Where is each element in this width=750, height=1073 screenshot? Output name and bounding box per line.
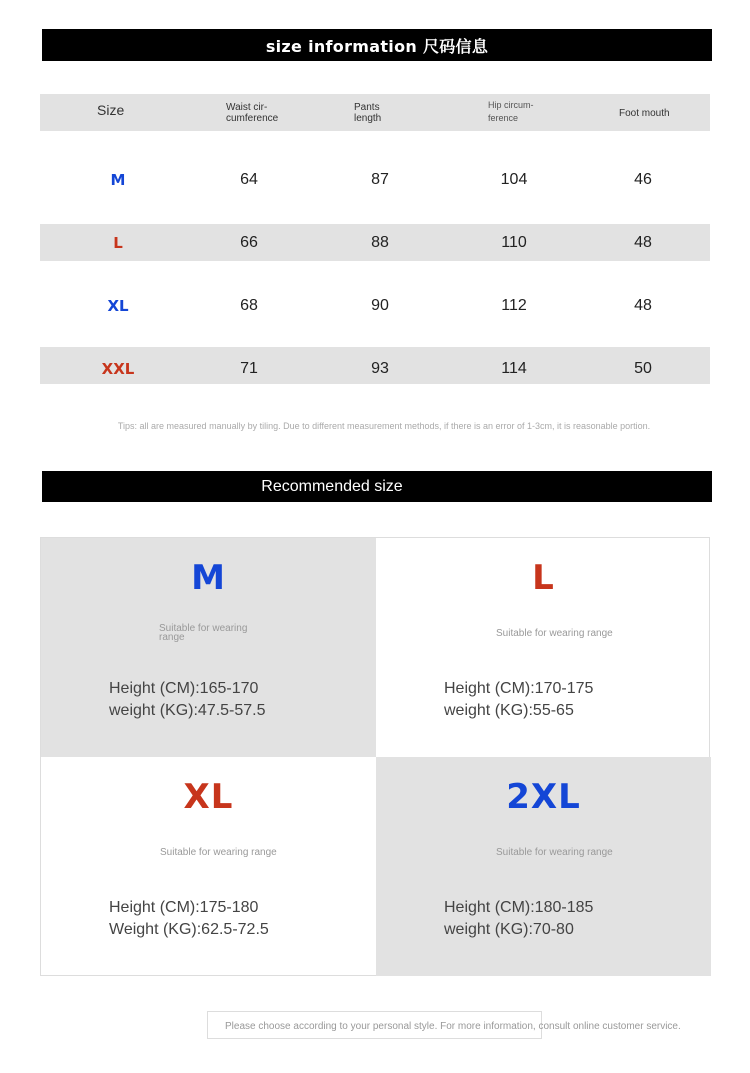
suitable-range-label: Suitable for wearing range — [496, 628, 613, 639]
header-hip-line1: Hip circum- — [488, 100, 534, 110]
header-pants-line1: Pants — [354, 102, 380, 113]
footer-note: Please choose according to your personal style. For more information, consult online customer service. — [225, 1021, 681, 1032]
recommended-size-grid — [40, 537, 710, 976]
table-cell: 112 — [501, 297, 527, 314]
header-waist-line1: Waist cir- — [226, 102, 268, 113]
header-hip-line2: ference — [488, 113, 519, 123]
suitable-range-label: Suitable for wearing range — [496, 847, 613, 858]
table-cell: 66 — [240, 234, 258, 251]
header-waist-line2: cumference — [226, 113, 279, 124]
table-cell: 64 — [240, 171, 258, 188]
table-row-size-m: M — [110, 171, 126, 189]
measurement-block — [109, 897, 269, 941]
suitable-range-label — [159, 624, 247, 642]
recommend-card-m — [41, 538, 376, 757]
table-row-size-xxl: XXL — [101, 360, 135, 378]
height-range: Height (CM):165-170 — [109, 680, 259, 697]
table-cell: 50 — [634, 360, 652, 377]
table-cell: 114 — [501, 360, 527, 377]
size-information-title: size information 尺码信息 — [265, 36, 489, 56]
recommended-size-title: Recommended size — [261, 477, 403, 495]
header-waist — [226, 102, 278, 124]
table-cell: 71 — [240, 360, 258, 377]
table-row-size-l: L — [113, 234, 123, 252]
recommend-size-label: 2XL — [506, 777, 581, 817]
header-size: Size — [97, 102, 125, 118]
recommend-card-l — [376, 538, 711, 757]
weight-range: weight (KG):55-65 — [444, 702, 574, 719]
table-cell: 87 — [371, 171, 389, 188]
table-cell: 93 — [371, 360, 389, 377]
weight-range: weight (KG):70-80 — [444, 921, 574, 938]
height-range: Height (CM):180-185 — [444, 899, 594, 916]
table-cell: 104 — [500, 171, 528, 188]
height-range: Height (CM):175-180 — [109, 899, 259, 916]
recommend-size-label: M — [191, 558, 226, 598]
recommend-size-label: XL — [183, 777, 234, 817]
size-information-banner — [42, 29, 712, 61]
table-cell: 110 — [501, 234, 527, 251]
recommend-size-label: L — [532, 558, 555, 598]
weight-range: Weight (KG):62.5-72.5 — [109, 921, 269, 938]
weight-range: weight (KG):47.5-57.5 — [109, 702, 266, 719]
table-cell: 46 — [634, 171, 652, 188]
recommend-card-2xl — [376, 757, 711, 976]
table-cell: 48 — [634, 234, 652, 251]
suitable-range-line1: Suitable for wearing — [159, 623, 248, 634]
table-cell: 90 — [371, 297, 389, 314]
table-cell: 88 — [371, 234, 389, 251]
suitable-range-line2: range — [159, 632, 185, 643]
measurement-block — [444, 897, 593, 941]
measurement-block — [109, 678, 266, 722]
height-range: Height (CM):170-175 — [444, 680, 594, 697]
header-pants — [354, 102, 381, 124]
recommend-card-xl — [41, 757, 376, 976]
measurement-block — [444, 678, 593, 722]
header-pants-line2: length — [354, 113, 382, 124]
recommended-size-banner — [42, 471, 712, 502]
suitable-range-label: Suitable for wearing range — [160, 847, 277, 858]
table-cell: 68 — [240, 297, 258, 314]
table-row-size-xl: XL — [107, 297, 129, 315]
header-foot: Foot mouth — [619, 108, 670, 119]
table-cell: 48 — [634, 297, 652, 314]
measurement-tips: Tips: all are measured manually by tiling. Due to different measurement methods, if there is an error of 1-3cm, it is reasonable portion. — [117, 421, 651, 431]
header-hip — [488, 100, 534, 124]
